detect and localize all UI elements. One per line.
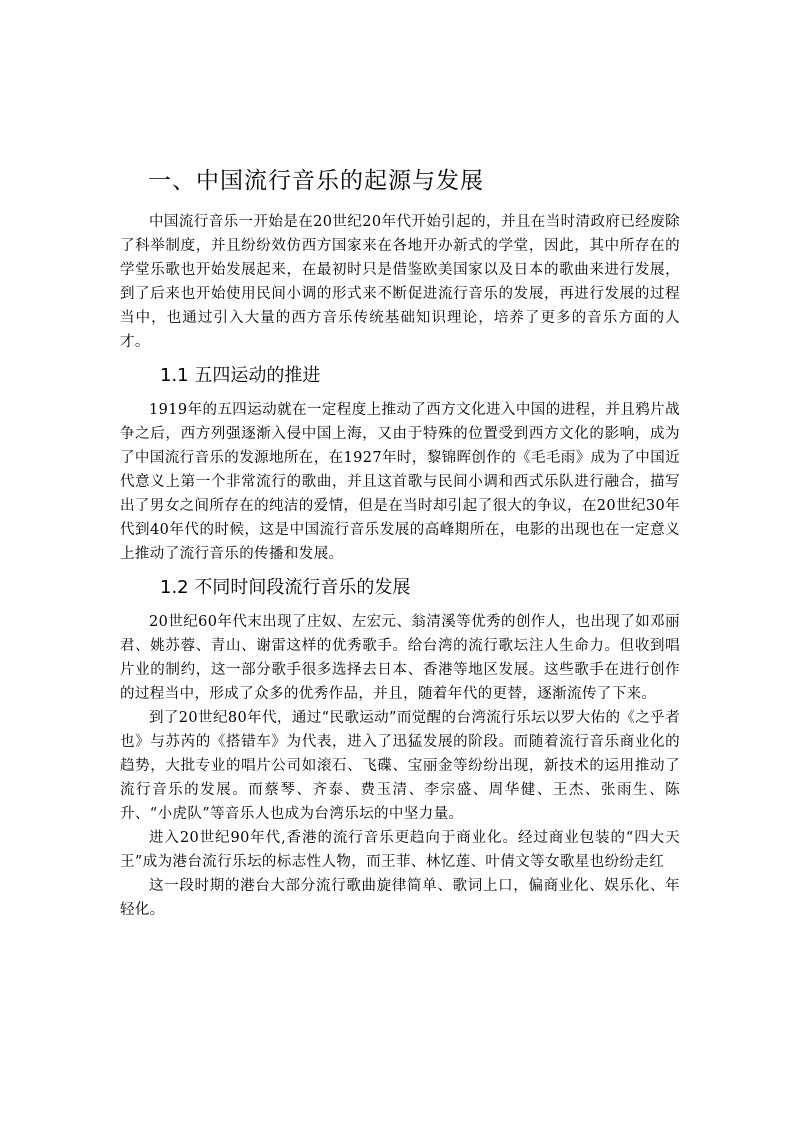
section-1-1-paragraph-1: 1919年的五四运动就在一定程度上推动了西方文化进入中国的进程，并且鸦片战争之后，西方列强逐渐入侵中国上海，又由于特殊的位置受到西方文化的影响，成为了中国流行音乐的发源地所在，在1927年时，黎锦晖创作的《毛毛雨》成为了中国近代意义上第一个非常流行的歌曲，并且这首歌与民间小调和西式乐队进行融合，描写出了男女之间所存在的纯洁的爱情，但是在当时却引起了很大的争议，在20世纪30年代到40年代的时候，这是中国流行音乐发展的高峰期所在，电影的出现也在一定意义上推动了流行音乐的传播和发展。 <box>120 402 680 562</box>
section-1-2 <box>120 572 680 922</box>
intro-paragraph: 中国流行音乐一开始是在20世纪20年代开始引起的，并且在当时清政府已经废除了科举制度，并且纷纷效仿西方国家来在各地开办新式的学堂，因此，其中所存在的学堂乐歌也开始发展起来，在最初时只是借鉴欧美国家以及日本的歌曲来进行发展，到了后来也开始使用民间小调的形式来不断促进流行音乐的发展，再进行发展的过程当中，也通过引入大量的西方音乐传统基础知识理论，培养了更多的音乐方面的人才。 <box>120 214 680 350</box>
section-1-2-paragraph-4: 这一段时期的港台大部分流行歌曲旋律简单、歌词上口，偏商业化、娱乐化、年轻化。 <box>120 878 680 918</box>
section-heading-1-1: 1.1 五四运动的推进 <box>160 365 321 386</box>
section-heading-1-2: 1.2 不同时间段流行音乐的发展 <box>160 577 411 598</box>
section-1-1 <box>120 360 680 566</box>
section-1-2-paragraph-2: 到了20世纪80年代，通过“民歌运动”而觉醒的台湾流行乐坛以罗大佑的《之乎者也》与苏芮的《搭错车》为代表，进入了迅猛发展的阶段。而随着流行音乐商业化的趋势，大批专业的唱片公司如滚石、飞碟、宝丽金等纷纷出现，新技术的运用推动了流行音乐的发展。而蔡琴、齐泰、费玉清、李宗盛、周华健、王杰、张雨生、陈升、“小虎队”等音乐人也成为台湾乐坛的中坚力量。 <box>120 710 680 822</box>
chapter-heading: 一、中国流行音乐的起源与发展 <box>148 168 484 194</box>
page-body <box>120 162 680 922</box>
section-1-2-paragraph-1: 20世纪60年代末出现了庄奴、左宏元、翁清溪等优秀的创作人，也出现了如邓丽君、姚苏蓉、青山、谢雷这样的优秀歌手。给台湾的流行歌坛注人生命力。但收到唱片业的制约，这一部分歌手很多选择去日本、香港等地区发展。这些歌手在进行创作的过程当中，形成了众多的优秀作品，并且，随着年代的更替，逐渐流传了下来。 <box>120 614 680 702</box>
section-1-2-paragraph-3: 进入20世纪90年代,香港的流行音乐更趋向于商业化。经过商业包装的“四大天王”成为港台流行乐坛的标志性人物，而王菲、林忆莲、叶倩文等女歌星也纷纷走红 <box>120 830 680 870</box>
